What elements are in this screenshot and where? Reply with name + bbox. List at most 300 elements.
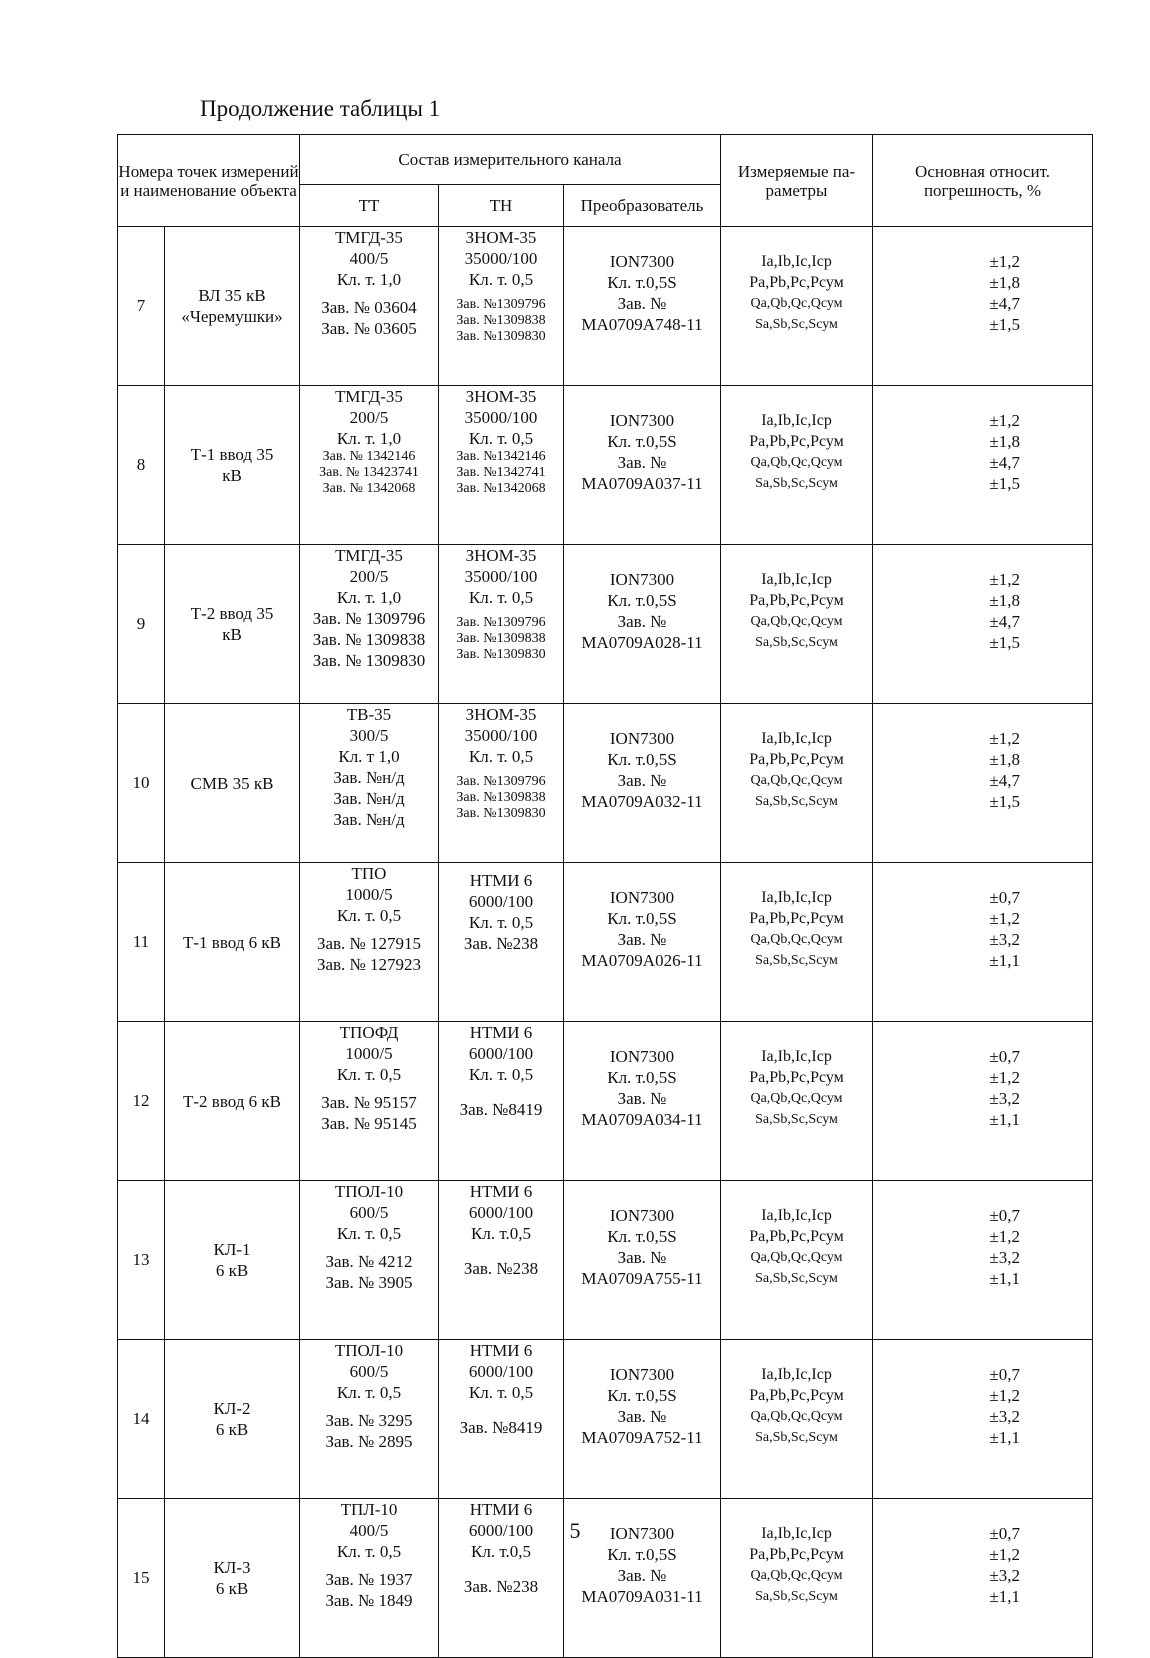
cell-line: ION7300 xyxy=(609,1047,675,1066)
cell-line: Pa,Pb,Pc,Pсум xyxy=(749,1069,844,1086)
tt-cell xyxy=(300,1340,439,1499)
cell-line: НТМИ 6 xyxy=(469,1500,533,1519)
table-row xyxy=(118,227,1093,386)
table-row xyxy=(118,1181,1093,1340)
cell-line: Pa,Pb,Pc,Pсум xyxy=(749,910,844,927)
cell-line: Кл. т 1,0 xyxy=(338,747,400,766)
cell-line: ION7300 xyxy=(609,1524,675,1543)
cell-line: Зав. № 1342146 xyxy=(322,449,416,464)
object-name-line: Т-2 ввод 35 xyxy=(190,604,274,623)
cell-line: НТМИ 6 xyxy=(469,871,533,890)
cell-line: ±1,2 xyxy=(989,1386,1021,1405)
cell-line: MA0709A034-11 xyxy=(581,1110,703,1129)
cell-line: 6000/100 xyxy=(468,1203,534,1222)
cell-line: Ia,Ib,Ic,Icp xyxy=(761,571,832,588)
cell-line: Кл. т.0,5S xyxy=(607,273,677,292)
cell-line: ±1,2 xyxy=(989,1545,1021,1564)
cell-line: ±1,2 xyxy=(989,729,1021,748)
cell-line: Pa,Pb,Pc,Pсум xyxy=(749,1228,844,1245)
cell-line: Sa,Sb,Sc,Sсум xyxy=(755,1589,838,1604)
cell-line: ТПОФД xyxy=(339,1023,399,1042)
cell-line: ±1,1 xyxy=(989,951,1021,970)
cell-line: Кл. т. 0,5 xyxy=(336,1224,402,1243)
object-name xyxy=(165,1181,300,1340)
object-name-line: 6 кВ xyxy=(215,1579,249,1598)
cell-line: Зав. № 3905 xyxy=(325,1273,413,1292)
spacer xyxy=(439,1251,563,1258)
cell-line: 35000/100 xyxy=(464,567,538,586)
table-row xyxy=(118,1340,1093,1499)
cell-line: ±1,1 xyxy=(989,1587,1021,1606)
cell-line: ±3,2 xyxy=(989,1566,1021,1585)
cell-line: ТМГД-35 xyxy=(335,546,403,565)
tt-cell xyxy=(300,1022,439,1181)
object-name-line: Т-1 ввод 6 кВ xyxy=(183,932,281,952)
table-caption: Продолжение таблицы 1 xyxy=(200,96,441,121)
cell-line: ±1,8 xyxy=(989,591,1021,610)
object-name xyxy=(165,386,300,545)
cell-line: Зав. № xyxy=(617,294,667,313)
cell-line: 300/5 xyxy=(349,726,389,745)
measurement-channels-table xyxy=(117,134,1093,1658)
cell-line: ±3,2 xyxy=(989,1089,1021,1108)
cell-line: 1000/5 xyxy=(345,1044,393,1063)
table-row xyxy=(118,863,1093,1022)
cell-line: Кл. т. 0,5 xyxy=(468,1383,534,1402)
converter-cell xyxy=(564,863,721,1022)
cell-line: Зав. №238 xyxy=(463,934,539,953)
cell-line: Кл. т.0,5 xyxy=(471,1542,531,1561)
converter-cell xyxy=(564,386,721,545)
spacer xyxy=(439,608,563,615)
cell-line: ±4,7 xyxy=(989,771,1021,790)
cell-line: Кл. т.0,5S xyxy=(607,591,677,610)
cell-line: Зав. № xyxy=(617,1566,667,1585)
converter-cell xyxy=(564,545,721,704)
cell-line: Pa,Pb,Pc,Pсум xyxy=(749,1546,844,1563)
params-cell xyxy=(721,1340,873,1499)
converter-cell xyxy=(564,227,721,386)
tt-cell xyxy=(300,386,439,545)
error-cell xyxy=(873,545,1093,704)
cell-line: Зав. №238 xyxy=(463,1577,539,1596)
cell-line: Зав. № xyxy=(617,930,667,949)
converter-cell xyxy=(564,1181,721,1340)
cell-line: MA0709A037-11 xyxy=(581,474,703,493)
object-name-line: КЛ-1 xyxy=(213,1240,251,1259)
converter-cell xyxy=(564,704,721,863)
object-name-line: КЛ-3 xyxy=(213,1558,251,1577)
spacer xyxy=(300,926,438,933)
object-name xyxy=(165,863,300,1022)
error-cell xyxy=(873,227,1093,386)
cell-line: Зав. №238 xyxy=(463,1259,539,1278)
cell-line: ±1,5 xyxy=(989,315,1021,334)
cell-line: НТМИ 6 xyxy=(469,1341,533,1360)
header-tn: ТН xyxy=(439,185,564,227)
cell-line: Зав. №1342741 xyxy=(456,465,546,480)
object-name xyxy=(165,1022,300,1181)
row-number: 11 xyxy=(118,863,165,1022)
cell-line: ION7300 xyxy=(609,1206,675,1225)
cell-line: Кл. т.0,5 xyxy=(471,1224,531,1243)
cell-line: Sa,Sb,Sc,Sсум xyxy=(755,317,838,332)
cell-line: ION7300 xyxy=(609,888,675,907)
tn-cell xyxy=(439,863,564,1022)
cell-line: Кл. т. 1,0 xyxy=(336,270,402,289)
error-cell xyxy=(873,1340,1093,1499)
error-cell xyxy=(873,1022,1093,1181)
cell-line: Зав. №1309796 xyxy=(456,774,546,789)
params-cell xyxy=(721,545,873,704)
cell-line: MA0709A755-11 xyxy=(581,1269,703,1288)
cell-line: НТМИ 6 xyxy=(469,1023,533,1042)
cell-line: Зав. № 3295 xyxy=(325,1411,413,1430)
cell-line: Кл. т.0,5S xyxy=(607,1545,677,1564)
cell-line: Зав. №1309838 xyxy=(456,790,546,805)
cell-line: ±1,2 xyxy=(989,570,1021,589)
cell-line: Зав. № xyxy=(617,612,667,631)
cell-line: Ia,Ib,Ic,Icp xyxy=(761,1525,832,1542)
cell-line: Зав. № 4212 xyxy=(325,1252,413,1271)
cell-line: Зав. №1309830 xyxy=(456,647,546,662)
cell-line: Sa,Sb,Sc,Sсум xyxy=(755,794,838,809)
cell-line: Ia,Ib,Ic,Icp xyxy=(761,730,832,747)
cell-line: Sa,Sb,Sc,Sсум xyxy=(755,476,838,491)
row-number: 15 xyxy=(118,1499,165,1658)
header-object: Номера точек измерений и наименование объекта xyxy=(118,135,300,227)
cell-line: 35000/100 xyxy=(464,726,538,745)
cell-line: Зав. № 1309796 xyxy=(312,609,426,628)
cell-line: Зав. №1342068 xyxy=(456,481,546,496)
tn-cell xyxy=(439,386,564,545)
cell-line: ±0,7 xyxy=(989,1365,1021,1384)
spacer xyxy=(439,1562,563,1569)
cell-line: Qa,Qb,Qc,Qсум xyxy=(750,932,843,947)
cell-line: Sa,Sb,Sc,Sсум xyxy=(755,1112,838,1127)
cell-line: Зав. №1309796 xyxy=(456,297,546,312)
tn-cell xyxy=(439,1340,564,1499)
table-row xyxy=(118,1022,1093,1181)
header-converter: Преобразователь xyxy=(564,185,721,227)
cell-line: ION7300 xyxy=(609,252,675,271)
row-number: 8 xyxy=(118,386,165,545)
cell-line: Кл. т.0,5S xyxy=(607,432,677,451)
cell-line: ±1,8 xyxy=(989,432,1021,451)
cell-line: ЗНОМ-35 xyxy=(465,228,537,247)
cell-line: ION7300 xyxy=(609,411,675,430)
object-name-line: «Черемушки» xyxy=(181,307,283,326)
cell-line: MA0709A028-11 xyxy=(581,633,703,652)
cell-line: Зав. № xyxy=(617,1248,667,1267)
converter-cell xyxy=(564,1340,721,1499)
cell-line: ION7300 xyxy=(609,570,675,589)
cell-line: Зав. №8419 xyxy=(459,1418,543,1437)
object-name-line: кВ xyxy=(222,466,242,485)
cell-line: Зав. № 1309838 xyxy=(312,630,426,649)
params-cell xyxy=(721,1181,873,1340)
header-error: Основная относит. погрешность, % xyxy=(873,135,1093,227)
tn-cell xyxy=(439,1181,564,1340)
cell-line: Зав. № 95145 xyxy=(321,1114,417,1133)
cell-line: Qa,Qb,Qc,Qсум xyxy=(750,614,843,629)
cell-line: ТПОЛ-10 xyxy=(334,1341,404,1360)
header-params: Измеряемые па-раметры xyxy=(721,135,873,227)
tn-cell xyxy=(439,545,564,704)
tn-cell xyxy=(439,227,564,386)
cell-line: НТМИ 6 xyxy=(469,1182,533,1201)
cell-line: Зав. №н/д xyxy=(333,810,405,829)
cell-line: Кл. т.0,5S xyxy=(607,750,677,769)
cell-line: Кл. т.0,5S xyxy=(607,909,677,928)
spacer xyxy=(300,1562,438,1569)
cell-line: ±1,2 xyxy=(989,1227,1021,1246)
spacer xyxy=(439,767,563,774)
cell-line: Зав. № 03605 xyxy=(321,319,417,338)
cell-line: ±1,8 xyxy=(989,273,1021,292)
tt-cell xyxy=(300,704,439,863)
cell-line: Ia,Ib,Ic,Icp xyxy=(761,1366,832,1383)
row-number: 12 xyxy=(118,1022,165,1181)
cell-line: MA0709A026-11 xyxy=(581,951,703,970)
cell-line: Ia,Ib,Ic,Icp xyxy=(761,889,832,906)
cell-line: Зав. № xyxy=(617,771,667,790)
cell-line: ±1,2 xyxy=(989,252,1021,271)
cell-line: ±0,7 xyxy=(989,888,1021,907)
cell-line: ТВ-35 xyxy=(346,705,392,724)
spacer xyxy=(439,1410,563,1417)
cell-line: ±3,2 xyxy=(989,1248,1021,1267)
cell-line: Кл. т. 0,5 xyxy=(468,1065,534,1084)
cell-line: Зав. №1309830 xyxy=(456,806,546,821)
cell-line: Pa,Pb,Pc,Pсум xyxy=(749,1387,844,1404)
cell-line: Sa,Sb,Sc,Sсум xyxy=(755,635,838,650)
cell-line: Кл. т. 0,5 xyxy=(336,906,402,925)
cell-line: Зав. №н/д xyxy=(333,768,405,787)
error-cell xyxy=(873,863,1093,1022)
spacer xyxy=(300,1244,438,1251)
cell-line: 35000/100 xyxy=(464,249,538,268)
cell-line: Зав. № 2895 xyxy=(325,1432,413,1451)
cell-line: Зав. №8419 xyxy=(459,1100,543,1119)
row-number: 14 xyxy=(118,1340,165,1499)
params-cell xyxy=(721,704,873,863)
spacer xyxy=(439,1085,563,1092)
cell-line: ±4,7 xyxy=(989,612,1021,631)
spacer xyxy=(439,1403,563,1410)
cell-line: Qa,Qb,Qc,Qсум xyxy=(750,773,843,788)
cell-line: ±1,5 xyxy=(989,633,1021,652)
cell-line: Зав. № 127923 xyxy=(316,955,422,974)
cell-line: Зав. № xyxy=(617,1089,667,1108)
cell-line: 400/5 xyxy=(349,1521,389,1540)
params-cell xyxy=(721,1022,873,1181)
cell-line: Зав. №1309796 xyxy=(456,615,546,630)
tt-cell xyxy=(300,545,439,704)
cell-line: ±1,2 xyxy=(989,1068,1021,1087)
cell-line: Кл. т. 1,0 xyxy=(336,429,402,448)
cell-line: MA0709A752-11 xyxy=(581,1428,703,1447)
params-cell xyxy=(721,386,873,545)
cell-line: Кл. т.0,5S xyxy=(607,1227,677,1246)
cell-line: Qa,Qb,Qc,Qсум xyxy=(750,1568,843,1583)
cell-line: Зав. № 03604 xyxy=(321,298,417,317)
params-cell xyxy=(721,227,873,386)
table-row xyxy=(118,704,1093,863)
cell-line: Зав. № 1309830 xyxy=(312,651,426,670)
cell-line: 6000/100 xyxy=(468,892,534,911)
cell-line: Pa,Pb,Pc,Pсум xyxy=(749,274,844,291)
cell-line: Кл. т. 0,5 xyxy=(468,913,534,932)
cell-line: ±1,1 xyxy=(989,1428,1021,1447)
cell-line: Кл. т.0,5S xyxy=(607,1068,677,1087)
cell-line: Qa,Qb,Qc,Qсум xyxy=(750,1409,843,1424)
cell-line: ЗНОМ-35 xyxy=(465,705,537,724)
cell-line: MA0709A748-11 xyxy=(581,315,703,334)
cell-line: MA0709A032-11 xyxy=(581,792,703,811)
cell-line: Ia,Ib,Ic,Icp xyxy=(761,1048,832,1065)
spacer xyxy=(300,1085,438,1092)
cell-line: Зав. №1309830 xyxy=(456,329,546,344)
converter-cell xyxy=(564,1022,721,1181)
tt-cell xyxy=(300,1181,439,1340)
tt-cell xyxy=(300,863,439,1022)
cell-line: Кл. т.0,5S xyxy=(607,1386,677,1405)
cell-line: Зав. №н/д xyxy=(333,789,405,808)
cell-line: Qa,Qb,Qc,Qсум xyxy=(750,1250,843,1265)
row-number: 9 xyxy=(118,545,165,704)
cell-line: Кл. т. 0,5 xyxy=(336,1542,402,1561)
cell-line: ±1,1 xyxy=(989,1269,1021,1288)
cell-line: ION7300 xyxy=(609,729,675,748)
cell-line: ±0,7 xyxy=(989,1047,1021,1066)
row-number: 7 xyxy=(118,227,165,386)
spacer xyxy=(300,290,438,297)
spacer xyxy=(439,290,563,297)
cell-line: Ia,Ib,Ic,Icp xyxy=(761,1207,832,1224)
cell-line: Зав. № xyxy=(617,1407,667,1426)
table-row xyxy=(118,386,1093,545)
cell-line: 6000/100 xyxy=(468,1521,534,1540)
cell-line: Qa,Qb,Qc,Qсум xyxy=(750,1091,843,1106)
cell-line: Кл. т. 0,5 xyxy=(468,429,534,448)
cell-line: Qa,Qb,Qc,Qсум xyxy=(750,296,843,311)
error-cell xyxy=(873,1181,1093,1340)
object-name-line: 6 кВ xyxy=(215,1420,249,1439)
cell-line: ±0,7 xyxy=(989,1206,1021,1225)
cell-line: Зав. № xyxy=(617,453,667,472)
cell-line: ±1,8 xyxy=(989,750,1021,769)
cell-line: ±3,2 xyxy=(989,1407,1021,1426)
cell-line: Зав. №1342146 xyxy=(456,449,546,464)
cell-line: 6000/100 xyxy=(468,1362,534,1381)
cell-line: 200/5 xyxy=(349,567,389,586)
row-number: 13 xyxy=(118,1181,165,1340)
page-number: 5 xyxy=(569,1518,581,1543)
cell-line: ЗНОМ-35 xyxy=(465,546,537,565)
header-channel: Состав измерительного канала xyxy=(300,135,721,185)
tn-cell xyxy=(439,1022,564,1181)
cell-line: ±4,7 xyxy=(989,294,1021,313)
object-name xyxy=(165,1340,300,1499)
cell-line: Qa,Qb,Qc,Qсум xyxy=(750,455,843,470)
object-name-line: ВЛ 35 кВ xyxy=(198,286,266,305)
cell-line: ТМГД-35 xyxy=(335,228,403,247)
row-number: 10 xyxy=(118,704,165,863)
cell-line: Sa,Sb,Sc,Sсум xyxy=(755,953,838,968)
cell-line: Pa,Pb,Pc,Pсум xyxy=(749,751,844,768)
cell-line: Кл. т. 0,5 xyxy=(468,270,534,289)
cell-line: Зав. №1309838 xyxy=(456,313,546,328)
params-cell xyxy=(721,863,873,1022)
cell-line: Кл. т. 0,5 xyxy=(468,747,534,766)
object-name-line: СМВ 35 кВ xyxy=(190,773,274,793)
cell-line: ±1,5 xyxy=(989,792,1021,811)
cell-line: Кл. т. 0,5 xyxy=(468,588,534,607)
cell-line: ±1,2 xyxy=(989,909,1021,928)
cell-line: 35000/100 xyxy=(464,408,538,427)
cell-line: 200/5 xyxy=(349,408,389,427)
cell-line: ION7300 xyxy=(609,1365,675,1384)
object-name-line: 6 кВ xyxy=(215,1261,249,1280)
cell-line: Зав. №1309838 xyxy=(456,631,546,646)
cell-line: Зав. № 1342068 xyxy=(322,481,416,496)
spacer xyxy=(439,1569,563,1576)
error-cell xyxy=(873,704,1093,863)
cell-line: Зав. № 95157 xyxy=(321,1093,417,1112)
cell-line: Зав. № 13423741 xyxy=(319,465,419,480)
cell-line: Pa,Pb,Pc,Pсум xyxy=(749,433,844,450)
cell-line: ±1,5 xyxy=(989,474,1021,493)
object-name xyxy=(165,704,300,863)
cell-line: 600/5 xyxy=(349,1203,389,1222)
object-name-line: кВ xyxy=(222,625,242,644)
cell-line: Зав. № 1937 xyxy=(325,1570,413,1589)
cell-line: Ia,Ib,Ic,Icp xyxy=(761,253,832,270)
cell-line: ТПЛ-10 xyxy=(340,1500,398,1519)
object-name-line: КЛ-2 xyxy=(213,1399,251,1418)
cell-line: ТПО xyxy=(351,864,387,883)
tn-cell xyxy=(439,704,564,863)
cell-line: ±1,2 xyxy=(989,411,1021,430)
cell-line: ±3,2 xyxy=(989,930,1021,949)
cell-line: Pa,Pb,Pc,Pсум xyxy=(749,592,844,609)
cell-line: 400/5 xyxy=(349,249,389,268)
cell-line: 6000/100 xyxy=(468,1044,534,1063)
cell-line: Кл. т. 0,5 xyxy=(336,1065,402,1084)
cell-line: 600/5 xyxy=(349,1362,389,1381)
cell-line: MA0709A031-11 xyxy=(581,1587,703,1606)
cell-line: Зав. № 127915 xyxy=(316,934,422,953)
error-cell xyxy=(873,386,1093,545)
table-row xyxy=(118,545,1093,704)
cell-line: Кл. т. 0,5 xyxy=(336,1383,402,1402)
cell-line: Зав. № 1849 xyxy=(325,1591,413,1610)
cell-line: ±0,7 xyxy=(989,1524,1021,1543)
tt-cell xyxy=(300,227,439,386)
cell-line: ТМГД-35 xyxy=(335,387,403,406)
cell-line: ТПОЛ-10 xyxy=(334,1182,404,1201)
spacer xyxy=(300,1403,438,1410)
cell-line: Sa,Sb,Sc,Sсум xyxy=(755,1430,838,1445)
cell-line: Ia,Ib,Ic,Icp xyxy=(761,412,832,429)
object-name-line: Т-2 ввод 6 кВ xyxy=(183,1091,281,1111)
cell-line: ЗНОМ-35 xyxy=(465,387,537,406)
spacer xyxy=(439,1244,563,1251)
cell-line: ±4,7 xyxy=(989,453,1021,472)
cell-line: Sa,Sb,Sc,Sсум xyxy=(755,1271,838,1286)
object-name-line: Т-1 ввод 35 xyxy=(190,445,274,464)
